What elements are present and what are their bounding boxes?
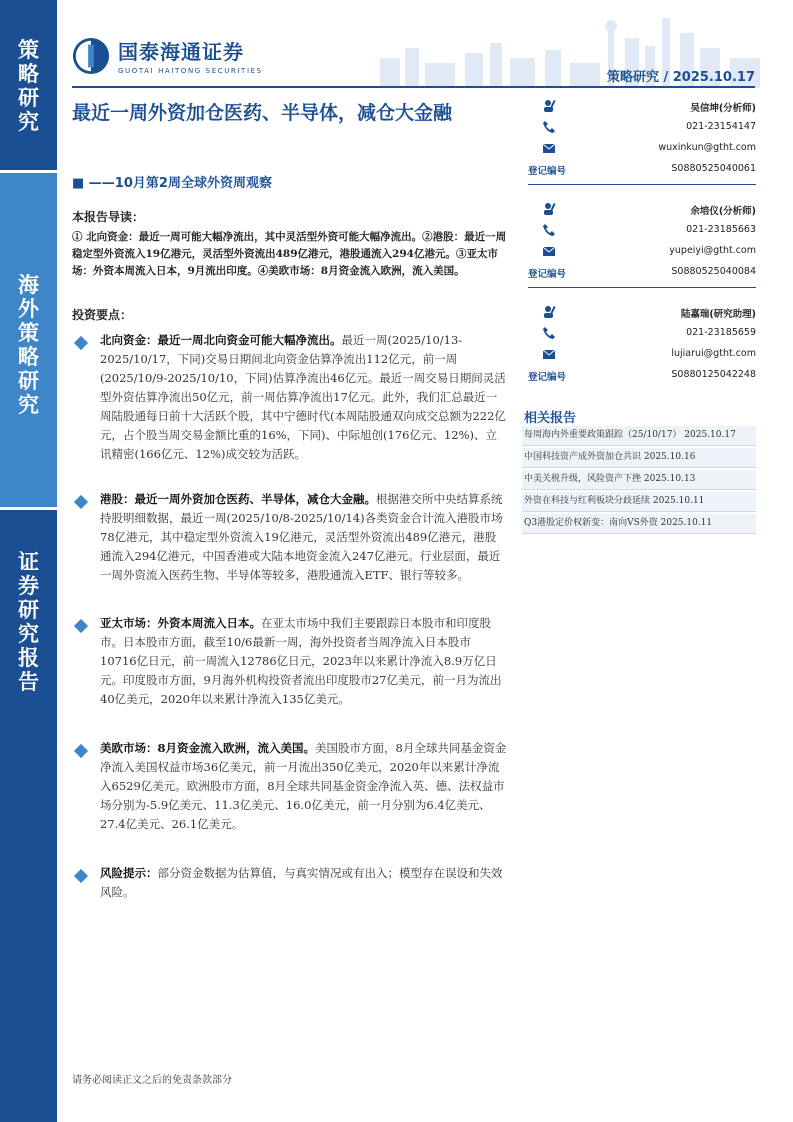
sidebar-category-strategy	[0, 0, 57, 170]
phone-icon	[542, 120, 556, 134]
point-lead: 港股：最近一周外资加仓医药、半导体，减仓大金融。	[100, 492, 376, 506]
bullet-diamond-icon	[74, 744, 88, 758]
point-lead: 亚太市场：外资本周流入日本。	[100, 616, 261, 630]
analyst-reg-number: S0880525040061	[671, 163, 756, 174]
email-icon	[542, 141, 556, 155]
sidebar-char: 研	[18, 598, 39, 622]
person-pen-icon	[542, 305, 556, 319]
point-lead: 风险提示：	[100, 866, 158, 880]
sidebar-char: 究	[18, 110, 39, 134]
sidebar-category-report	[0, 510, 57, 1122]
analyst-card	[528, 98, 756, 201]
point-lead: 美欧市场：8月资金流入欧洲，流入美国。	[100, 741, 315, 755]
related-report-item[interactable]: Q3港股定价权新变：南向VS外资 2025.10.11	[522, 514, 756, 534]
analyst-divider	[528, 287, 756, 288]
analyst-name: 余培仪(分析师)	[690, 206, 756, 217]
sidebar-char: 研	[18, 369, 39, 393]
related-report-item[interactable]: 中国科技资产成外资加仓共识 2025.10.16	[522, 448, 756, 468]
company-logo	[72, 36, 263, 75]
email-icon	[542, 347, 556, 361]
sidebar-char: 报	[18, 646, 39, 670]
analyst-reg-number: S0880525040084	[671, 266, 756, 277]
sidebar-char: 证	[18, 550, 39, 574]
analyst-panel	[528, 98, 756, 407]
analyst-name: 陆嘉瑞(研究助理)	[680, 309, 756, 320]
analyst-phone: 021-23154147	[686, 121, 756, 132]
reg-label: 登记编号	[528, 372, 567, 383]
reg-label: 登记编号	[528, 269, 567, 280]
points-heading: 投资要点：	[72, 308, 133, 322]
point-body: 根据港交所中央结算系统持股明细数据，最近一周(2025/10/8-2025/10/14)各类资金合计流入港股市场78亿港元，其中稳定型外资流入19亿港元，灵活型外资流出489亿港元，港股通流入294亿港元，中国香港或大陆本地资金流入247亿港元。行业层面，最近一周外资流入医药生物、半导体等较多，港股通流入ETF、银行等较多。	[100, 492, 503, 582]
point-body: 美国股市方面，8月全球共同基金资金净流入美国权益市场36亿美元，前一月流出350亿美元，2020年以来累计净流入6529亿美元。欧洲股市方面，8月全球共同基金资金净流入英、德、法权益市场分别为-5.9亿美元、11.3亿美元、16.0亿美元，前一月分别为6.4亿美元、27.4亿美元、26.1亿美元。	[100, 741, 507, 831]
sidebar	[0, 0, 57, 1122]
sidebar-char: 海	[18, 273, 39, 297]
related-report-item[interactable]: 外资在科技与红利板块分歧延续 2025.10.11	[522, 492, 756, 512]
point-body: 部分资金数据为估算值，与真实情况或有出入；模型存在误设和失效风险。	[100, 866, 503, 899]
reg-label: 登记编号	[528, 166, 567, 177]
sidebar-char: 研	[18, 86, 39, 110]
analyst-email[interactable]: lujiarui@gtht.com	[671, 348, 756, 359]
sidebar-char: 究	[18, 622, 39, 646]
point-hk-stocks	[100, 490, 507, 585]
analyst-phone: 021-23185663	[686, 224, 756, 235]
sidebar-char: 略	[18, 62, 39, 86]
sidebar-char: 策	[18, 321, 39, 345]
point-asia-pacific	[100, 614, 507, 709]
email-icon	[542, 244, 556, 258]
point-body: 在亚太市场中我们主要跟踪日本股市和印度股市。日本股市方面，截至10/6最新一周，海外投资者当周净流入日本股市10716亿日元，前一周流入12786亿日元，2023年以来累计净流入8.9万亿日元。印度股市方面，9月海外机构投资者流出印度股市27亿美元，前一月为流出40亿美元，2020年以来累计净流入135亿美元。	[100, 616, 502, 706]
related-report-item[interactable]: 中美关税升级，风险资产下挫 2025.10.13	[522, 470, 756, 490]
disclaimer-footer: 请务必阅读正文之后的免责条款部分	[72, 1075, 232, 1086]
analyst-reg-number: S0880125042248	[671, 369, 756, 380]
related-report-item[interactable]: 每周海内外重要政策跟踪（25/10/17） 2025.10.17	[522, 426, 756, 446]
point-risk	[100, 864, 507, 902]
analyst-phone: 021-23185659	[686, 327, 756, 338]
analyst-email[interactable]: yupeiyi@gtht.com	[669, 245, 756, 256]
logo-name-cn: 国泰海通证券	[118, 40, 244, 64]
sidebar-char: 外	[18, 297, 39, 321]
logo-mark-icon	[72, 37, 110, 75]
report-subtitle: ■ ——10月第2周全球外资周观察	[72, 176, 272, 191]
report-title: 最近一周外资加仓医药、半导体，减仓大金融	[72, 102, 453, 124]
phone-icon	[542, 223, 556, 237]
guide-heading: 本报告导读：	[72, 210, 145, 224]
guide-text: ① 北向资金：最近一周可能大幅净流出，其中灵活型外资可能大幅净流出。②港股：最近一周稳定型外资流入19亿港元，灵活型外资流出489亿港元，港股通流入294亿港元。③亚太市场：外资本周流入日本，9月流出印度。④美欧市场：8月资金流入欧洲，流入美国。	[72, 231, 507, 277]
analyst-divider	[528, 184, 756, 185]
sidebar-char: 略	[18, 345, 39, 369]
bullet-diamond-icon	[74, 869, 88, 883]
bullet-diamond-icon	[74, 495, 88, 509]
analyst-email[interactable]: wuxinkun@gtht.com	[658, 142, 756, 153]
point-body: 最近一周(2025/10/13-2025/10/17，下同)交易日期间北向资金估算净流出112亿元，前一周(2025/10/9-2025/10/10，下同)估算净流出46亿元。最近一周交易日期间灵活型外资估算净流出50亿元，前一周估算净流出17亿元。此外，我们汇总最近一周陆股通每日前十大活跃个股，其中宁德时代(本周陆股通双向成交总额为222亿元，占个股当周交易金额比重的16%，下同)、中际旭创(176亿元、12%)、立讯精密(166亿元、12%)成交较为活跃。	[100, 333, 506, 461]
bullet-diamond-icon	[74, 336, 88, 350]
point-lead: 北向资金：最近一周北向资金可能大幅净流出。	[100, 333, 342, 347]
sidebar-char: 策	[18, 38, 39, 62]
analyst-card	[528, 304, 756, 407]
sidebar-char: 究	[18, 393, 39, 417]
logo-name-en: GUOTAI HAITONG SECURITIES	[118, 67, 263, 75]
sidebar-category-overseas	[0, 173, 57, 507]
bullet-diamond-icon	[74, 619, 88, 633]
point-northbound	[100, 331, 507, 464]
phone-icon	[542, 326, 556, 340]
category-date: 策略研究 / 2025.10.17	[606, 70, 755, 85]
sidebar-char: 告	[18, 670, 39, 694]
related-reports-heading: 相关报告	[524, 411, 577, 426]
point-us-europe	[100, 739, 507, 834]
analyst-name: 吴信坤(分析师)	[690, 103, 756, 114]
analyst-card	[528, 201, 756, 304]
person-pen-icon	[542, 202, 556, 216]
person-pen-icon	[542, 99, 556, 113]
header-divider	[72, 86, 755, 88]
sidebar-char: 券	[18, 574, 39, 598]
related-reports-list	[522, 426, 756, 536]
